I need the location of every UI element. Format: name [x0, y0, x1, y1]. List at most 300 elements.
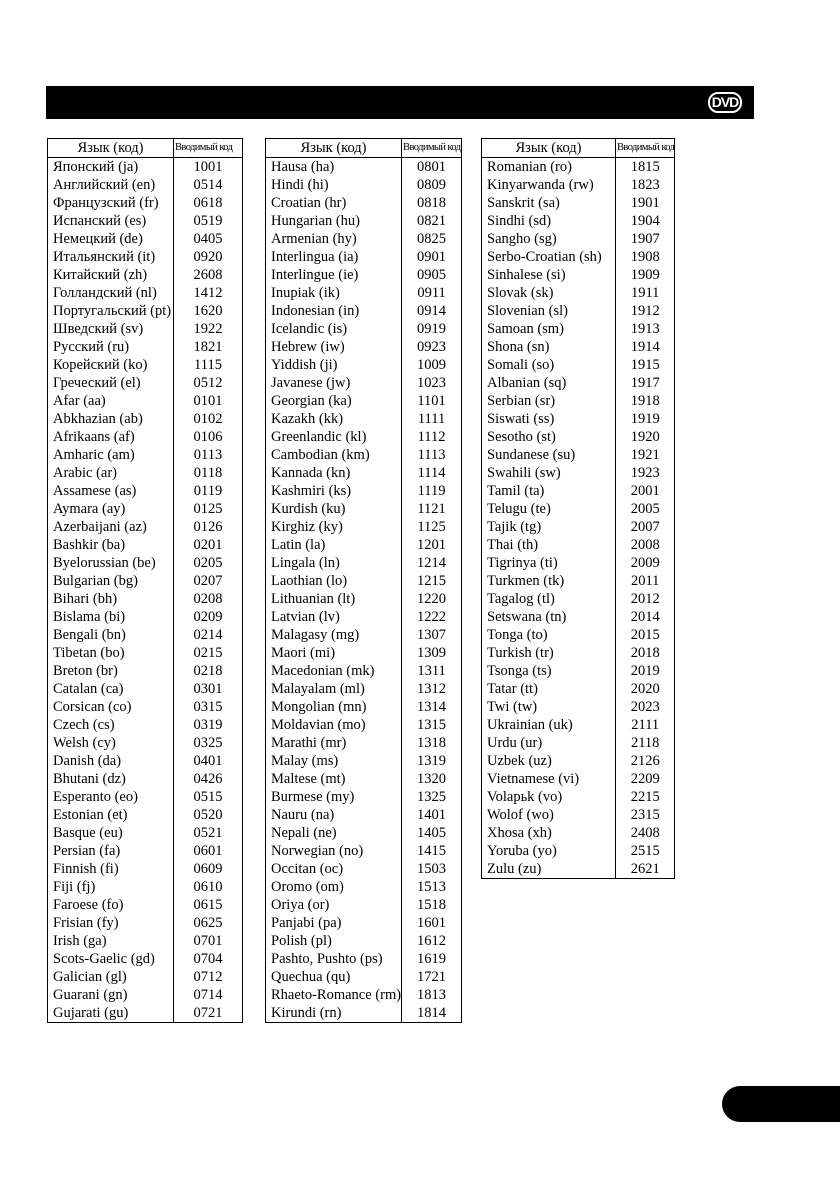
table-row	[48, 176, 243, 194]
language-code-cell: 2408	[616, 824, 675, 842]
language-code-cell: 2007	[616, 518, 675, 536]
table-row	[266, 626, 462, 644]
table-row	[48, 734, 243, 752]
table-row	[48, 320, 243, 338]
language-name-cell: Irish (ga)	[48, 932, 174, 950]
table-row	[48, 338, 243, 356]
table-row	[266, 554, 462, 572]
table-row	[482, 500, 675, 518]
language-name-cell: Serbian (sr)	[482, 392, 616, 410]
table-row	[266, 590, 462, 608]
language-name-cell: Abkhazian (ab)	[48, 410, 174, 428]
table-row	[266, 518, 462, 536]
language-code-cell: 0901	[402, 248, 462, 266]
language-name-cell: Японский (ja)	[48, 158, 174, 177]
language-name-cell: Hebrew (iw)	[266, 338, 402, 356]
table-row	[266, 446, 462, 464]
language-name-cell: Slovak (sk)	[482, 284, 616, 302]
language-name-cell: Tagalog (tl)	[482, 590, 616, 608]
language-name-cell: Corsican (co)	[48, 698, 174, 716]
language-name-cell: Hindi (hi)	[266, 176, 402, 194]
table-row	[482, 428, 675, 446]
language-name-cell: Finnish (fi)	[48, 860, 174, 878]
language-code-cell: 0118	[174, 464, 243, 482]
language-code-cell: 2315	[616, 806, 675, 824]
table-row	[48, 752, 243, 770]
language-code-cell: 2020	[616, 680, 675, 698]
language-name-cell: Bashkir (ba)	[48, 536, 174, 554]
language-code-cell: 0426	[174, 770, 243, 788]
language-code-cell: 0514	[174, 176, 243, 194]
language-name-cell: Volapьk (vo)	[482, 788, 616, 806]
table-row	[266, 860, 462, 878]
language-name-cell: Gujarati (gu)	[48, 1004, 174, 1023]
language-name-cell: Icelandic (is)	[266, 320, 402, 338]
language-code-cell: 1904	[616, 212, 675, 230]
table-row	[48, 842, 243, 860]
language-code-cell: 0821	[402, 212, 462, 230]
table-row	[48, 500, 243, 518]
table-row	[266, 212, 462, 230]
language-name-cell: Sanskrit (sa)	[482, 194, 616, 212]
language-code-cell: 1815	[616, 158, 675, 177]
language-name-cell: Греческий (el)	[48, 374, 174, 392]
table-row	[266, 644, 462, 662]
language-code-cell: 1125	[402, 518, 462, 536]
language-name-cell: Swahili (sw)	[482, 464, 616, 482]
language-code-cell: 0102	[174, 410, 243, 428]
table-row	[482, 734, 675, 752]
language-code-cell: 1917	[616, 374, 675, 392]
table-row	[482, 392, 675, 410]
language-code-cell: 0401	[174, 752, 243, 770]
table-row	[266, 248, 462, 266]
language-name-cell: Zulu (zu)	[482, 860, 616, 879]
language-name-cell: Galician (gl)	[48, 968, 174, 986]
table-row	[266, 986, 462, 1004]
language-code-cell: 1921	[616, 446, 675, 464]
table-row	[482, 284, 675, 302]
language-name-cell: Albanian (sq)	[482, 374, 616, 392]
language-code-cell: 0615	[174, 896, 243, 914]
language-code-cell: 0215	[174, 644, 243, 662]
language-code-cell: 1907	[616, 230, 675, 248]
language-name-cell: Czech (cs)	[48, 716, 174, 734]
language-code-cell: 2012	[616, 590, 675, 608]
language-code-cell: 1814	[402, 1004, 462, 1023]
language-name-cell: Kazakh (kk)	[266, 410, 402, 428]
language-code-cell: 0201	[174, 536, 243, 554]
table-row	[482, 356, 675, 374]
language-code-cell: 0809	[402, 176, 462, 194]
table-row	[482, 482, 675, 500]
language-code-cell: 0801	[402, 158, 462, 177]
table-row	[266, 662, 462, 680]
language-name-cell: Greenlandic (kl)	[266, 428, 402, 446]
language-code-cell: 0126	[174, 518, 243, 536]
table-row	[266, 500, 462, 518]
table-row	[266, 392, 462, 410]
language-code-cell: 1311	[402, 662, 462, 680]
table-row	[482, 302, 675, 320]
language-name-cell: Twi (tw)	[482, 698, 616, 716]
language-name-cell: Turkish (tr)	[482, 644, 616, 662]
language-column-header: Язык (код)	[266, 139, 402, 158]
table-row	[266, 806, 462, 824]
language-code-cell: 0601	[174, 842, 243, 860]
language-code-cell: 1911	[616, 284, 675, 302]
language-name-cell: Kirundi (rn)	[266, 1004, 402, 1023]
language-code-cell: 0315	[174, 698, 243, 716]
table-row	[266, 608, 462, 626]
table-row	[482, 716, 675, 734]
language-code-cell: 0609	[174, 860, 243, 878]
language-name-cell: Aymara (ay)	[48, 500, 174, 518]
language-name-cell: Rhaeto-Romance (rm)	[266, 986, 402, 1004]
language-code-cell: 0712	[174, 968, 243, 986]
language-code-cell: 1201	[402, 536, 462, 554]
table-row	[48, 464, 243, 482]
table-row	[266, 158, 462, 177]
table-row	[48, 1004, 243, 1023]
language-code-table-2	[265, 138, 462, 1023]
language-name-cell: Sindhi (sd)	[482, 212, 616, 230]
table-row	[266, 428, 462, 446]
language-name-cell: Thai (th)	[482, 536, 616, 554]
language-code-cell: 1503	[402, 860, 462, 878]
language-code-cell: 0113	[174, 446, 243, 464]
language-name-cell: Tamil (ta)	[482, 482, 616, 500]
language-code-cell: 1115	[174, 356, 243, 374]
language-code-cell: 0618	[174, 194, 243, 212]
language-code-cell: 0512	[174, 374, 243, 392]
language-code-cell: 2001	[616, 482, 675, 500]
table-row	[48, 158, 243, 177]
language-name-cell: Bislama (bi)	[48, 608, 174, 626]
language-name-cell: Tajik (tg)	[482, 518, 616, 536]
language-code-cell: 1901	[616, 194, 675, 212]
table-row	[266, 374, 462, 392]
language-code-cell: 1412	[174, 284, 243, 302]
page-number-tab	[722, 1086, 840, 1122]
language-name-cell: Kirghiz (ky)	[266, 518, 402, 536]
language-code-cell: 0214	[174, 626, 243, 644]
table-row	[266, 770, 462, 788]
table-row	[266, 284, 462, 302]
language-code-cell: 1915	[616, 356, 675, 374]
table-row	[482, 536, 675, 554]
table-header-row	[482, 139, 675, 158]
language-code-cell: 1914	[616, 338, 675, 356]
language-code-cell: 2005	[616, 500, 675, 518]
table-row	[482, 680, 675, 698]
language-name-cell: Scots-Gaelic (gd)	[48, 950, 174, 968]
language-code-cell: 1918	[616, 392, 675, 410]
table-row	[266, 896, 462, 914]
table-header-row	[48, 139, 243, 158]
language-code-cell: 0818	[402, 194, 462, 212]
table-row	[48, 644, 243, 662]
language-name-cell: Maori (mi)	[266, 644, 402, 662]
language-name-cell: Malay (ms)	[266, 752, 402, 770]
table-row	[48, 446, 243, 464]
code-column-header: Вводимый код	[616, 139, 675, 158]
language-code-cell: 2011	[616, 572, 675, 590]
language-name-cell: Breton (br)	[48, 662, 174, 680]
table-row	[48, 572, 243, 590]
language-code-cell: 1119	[402, 482, 462, 500]
table-row	[266, 482, 462, 500]
language-column-header: Язык (код)	[48, 139, 174, 158]
language-column-header: Язык (код)	[482, 139, 616, 158]
language-name-cell: Oromo (om)	[266, 878, 402, 896]
language-name-cell: Estonian (et)	[48, 806, 174, 824]
language-name-cell: Французский (fr)	[48, 194, 174, 212]
language-name-cell: Latvian (lv)	[266, 608, 402, 626]
table-row	[482, 626, 675, 644]
language-name-cell: Georgian (ka)	[266, 392, 402, 410]
language-name-cell: Interlingua (ia)	[266, 248, 402, 266]
language-name-cell: Sundanese (su)	[482, 446, 616, 464]
table-row	[482, 554, 675, 572]
language-code-cell: 0101	[174, 392, 243, 410]
language-code-cell: 1620	[174, 302, 243, 320]
language-code-cell: 1920	[616, 428, 675, 446]
language-name-cell: Guarani (gn)	[48, 986, 174, 1004]
language-name-cell: Tsonga (ts)	[482, 662, 616, 680]
language-name-cell: Javanese (jw)	[266, 374, 402, 392]
language-code-cell: 1320	[402, 770, 462, 788]
table-row	[48, 770, 243, 788]
table-row	[266, 878, 462, 896]
language-name-cell: Armenian (hy)	[266, 230, 402, 248]
table-row	[48, 698, 243, 716]
language-name-cell: Kannada (kn)	[266, 464, 402, 482]
language-code-cell: 0905	[402, 266, 462, 284]
language-name-cell: Tigrinya (ti)	[482, 554, 616, 572]
language-name-cell: Kashmiri (ks)	[266, 482, 402, 500]
language-name-cell: Indonesian (in)	[266, 302, 402, 320]
language-name-cell: Bengali (bn)	[48, 626, 174, 644]
language-code-cell: 2621	[616, 860, 675, 879]
language-code-cell: 1318	[402, 734, 462, 752]
language-name-cell: Китайский (zh)	[48, 266, 174, 284]
language-name-cell: Slovenian (sl)	[482, 302, 616, 320]
language-code-cell: 0520	[174, 806, 243, 824]
language-code-cell: 1912	[616, 302, 675, 320]
table-row	[48, 896, 243, 914]
language-name-cell: Faroese (fo)	[48, 896, 174, 914]
table-row	[482, 590, 675, 608]
language-code-cell: 0721	[174, 1004, 243, 1023]
language-name-cell: Шведский (sv)	[48, 320, 174, 338]
language-code-cell: 0218	[174, 662, 243, 680]
language-code-cell: 2014	[616, 608, 675, 626]
language-code-cell: 0119	[174, 482, 243, 500]
table-row	[482, 788, 675, 806]
language-code-cell: 0325	[174, 734, 243, 752]
language-name-cell: Turkmen (tk)	[482, 572, 616, 590]
language-code-cell: 1518	[402, 896, 462, 914]
table-row	[48, 788, 243, 806]
language-name-cell: Nepali (ne)	[266, 824, 402, 842]
table-row	[266, 194, 462, 212]
language-name-cell: Occitan (oc)	[266, 860, 402, 878]
table-row	[482, 176, 675, 194]
table-row	[266, 734, 462, 752]
table-row	[48, 356, 243, 374]
table-row	[266, 230, 462, 248]
table-row	[48, 806, 243, 824]
table-row	[266, 680, 462, 698]
table-row	[48, 194, 243, 212]
language-name-cell: Danish (da)	[48, 752, 174, 770]
table-row	[48, 662, 243, 680]
language-name-cell: Marathi (mr)	[266, 734, 402, 752]
table-row	[48, 428, 243, 446]
language-name-cell: Hungarian (hu)	[266, 212, 402, 230]
language-name-cell: Latin (la)	[266, 536, 402, 554]
language-code-cell: 1312	[402, 680, 462, 698]
table-row	[482, 698, 675, 716]
table-row	[482, 662, 675, 680]
table-row	[482, 464, 675, 482]
table-row	[482, 608, 675, 626]
language-code-cell: 0519	[174, 212, 243, 230]
language-name-cell: Oriya (or)	[266, 896, 402, 914]
language-code-cell: 1315	[402, 716, 462, 734]
language-code-cell: 2009	[616, 554, 675, 572]
language-code-cell: 1319	[402, 752, 462, 770]
language-code-cell: 1821	[174, 338, 243, 356]
table-row	[48, 914, 243, 932]
language-name-cell: Telugu (te)	[482, 500, 616, 518]
language-name-cell: Somali (so)	[482, 356, 616, 374]
language-code-cell: 1113	[402, 446, 462, 464]
language-code-cell: 1415	[402, 842, 462, 860]
table-header-row	[266, 139, 462, 158]
table-row	[482, 230, 675, 248]
table-row	[482, 410, 675, 428]
language-name-cell: Siswati (ss)	[482, 410, 616, 428]
language-name-cell: Malagasy (mg)	[266, 626, 402, 644]
language-name-cell: Испанский (es)	[48, 212, 174, 230]
table-row	[48, 230, 243, 248]
code-column-header: Вводимый код	[402, 139, 462, 158]
language-code-cell: 1314	[402, 698, 462, 716]
table-row	[266, 752, 462, 770]
language-name-cell: Azerbaijani (az)	[48, 518, 174, 536]
language-name-cell: Tibetan (bo)	[48, 644, 174, 662]
table-row	[48, 248, 243, 266]
language-name-cell: Interlingue (ie)	[266, 266, 402, 284]
language-name-cell: Yiddish (ji)	[266, 356, 402, 374]
language-name-cell: Sesotho (st)	[482, 428, 616, 446]
table-row	[482, 446, 675, 464]
table-row	[48, 410, 243, 428]
table-row	[482, 266, 675, 284]
language-name-cell: Assamese (as)	[48, 482, 174, 500]
language-code-cell: 0515	[174, 788, 243, 806]
table-row	[482, 860, 675, 879]
language-code-cell: 2111	[616, 716, 675, 734]
code-column-header: Вводимый код	[174, 139, 243, 158]
table-row	[266, 302, 462, 320]
language-code-cell: 2118	[616, 734, 675, 752]
language-code-cell: 1813	[402, 986, 462, 1004]
table-row	[482, 824, 675, 842]
language-code-cell: 2209	[616, 770, 675, 788]
language-name-cell: Ukrainian (uk)	[482, 716, 616, 734]
language-code-cell: 2215	[616, 788, 675, 806]
language-name-cell: Yoruba (yo)	[482, 842, 616, 860]
table-row	[48, 860, 243, 878]
language-code-cell: 0920	[174, 248, 243, 266]
language-name-cell: Tonga (to)	[482, 626, 616, 644]
language-name-cell: Arabic (ar)	[48, 464, 174, 482]
table-row	[482, 770, 675, 788]
language-name-cell: Pashto, Pushto (ps)	[266, 950, 402, 968]
language-code-cell: 0319	[174, 716, 243, 734]
language-code-table-1	[47, 138, 243, 1023]
table-row	[48, 536, 243, 554]
language-code-cell: 0625	[174, 914, 243, 932]
language-name-cell: Romanian (ro)	[482, 158, 616, 177]
language-code-cell: 2126	[616, 752, 675, 770]
language-code-cell: 1001	[174, 158, 243, 177]
language-code-cell: 1401	[402, 806, 462, 824]
language-name-cell: Norwegian (no)	[266, 842, 402, 860]
language-code-cell: 2515	[616, 842, 675, 860]
language-name-cell: Mongolian (mn)	[266, 698, 402, 716]
table-row	[48, 482, 243, 500]
table-row	[482, 248, 675, 266]
dvd-badge: DVD	[708, 92, 742, 113]
table-row	[482, 212, 675, 230]
language-code-cell: 1215	[402, 572, 462, 590]
language-code-cell: 0704	[174, 950, 243, 968]
language-code-cell: 1619	[402, 950, 462, 968]
language-code-cell: 0714	[174, 986, 243, 1004]
language-code-cell: 0919	[402, 320, 462, 338]
language-name-cell: Cambodian (km)	[266, 446, 402, 464]
language-code-cell: 0610	[174, 878, 243, 896]
table-row	[48, 266, 243, 284]
language-name-cell: Samoan (sm)	[482, 320, 616, 338]
language-name-cell: Wolof (wo)	[482, 806, 616, 824]
table-row	[266, 842, 462, 860]
language-name-cell: Esperanto (eo)	[48, 788, 174, 806]
language-name-cell: Sinhalese (si)	[482, 266, 616, 284]
language-name-cell: Итальянский (it)	[48, 248, 174, 266]
language-name-cell: Polish (pl)	[266, 932, 402, 950]
language-name-cell: Nauru (na)	[266, 806, 402, 824]
language-code-cell: 1908	[616, 248, 675, 266]
table-row	[266, 698, 462, 716]
language-code-cell: 0911	[402, 284, 462, 302]
table-row	[266, 1004, 462, 1023]
language-name-cell: Голландский (nl)	[48, 284, 174, 302]
table-row	[48, 824, 243, 842]
language-code-cell: 1214	[402, 554, 462, 572]
language-code-cell: 1309	[402, 644, 462, 662]
table-row	[266, 320, 462, 338]
table-row	[48, 878, 243, 896]
language-code-cell: 2608	[174, 266, 243, 284]
language-name-cell: Lingala (ln)	[266, 554, 402, 572]
table-row	[48, 554, 243, 572]
language-code-cell: 2008	[616, 536, 675, 554]
